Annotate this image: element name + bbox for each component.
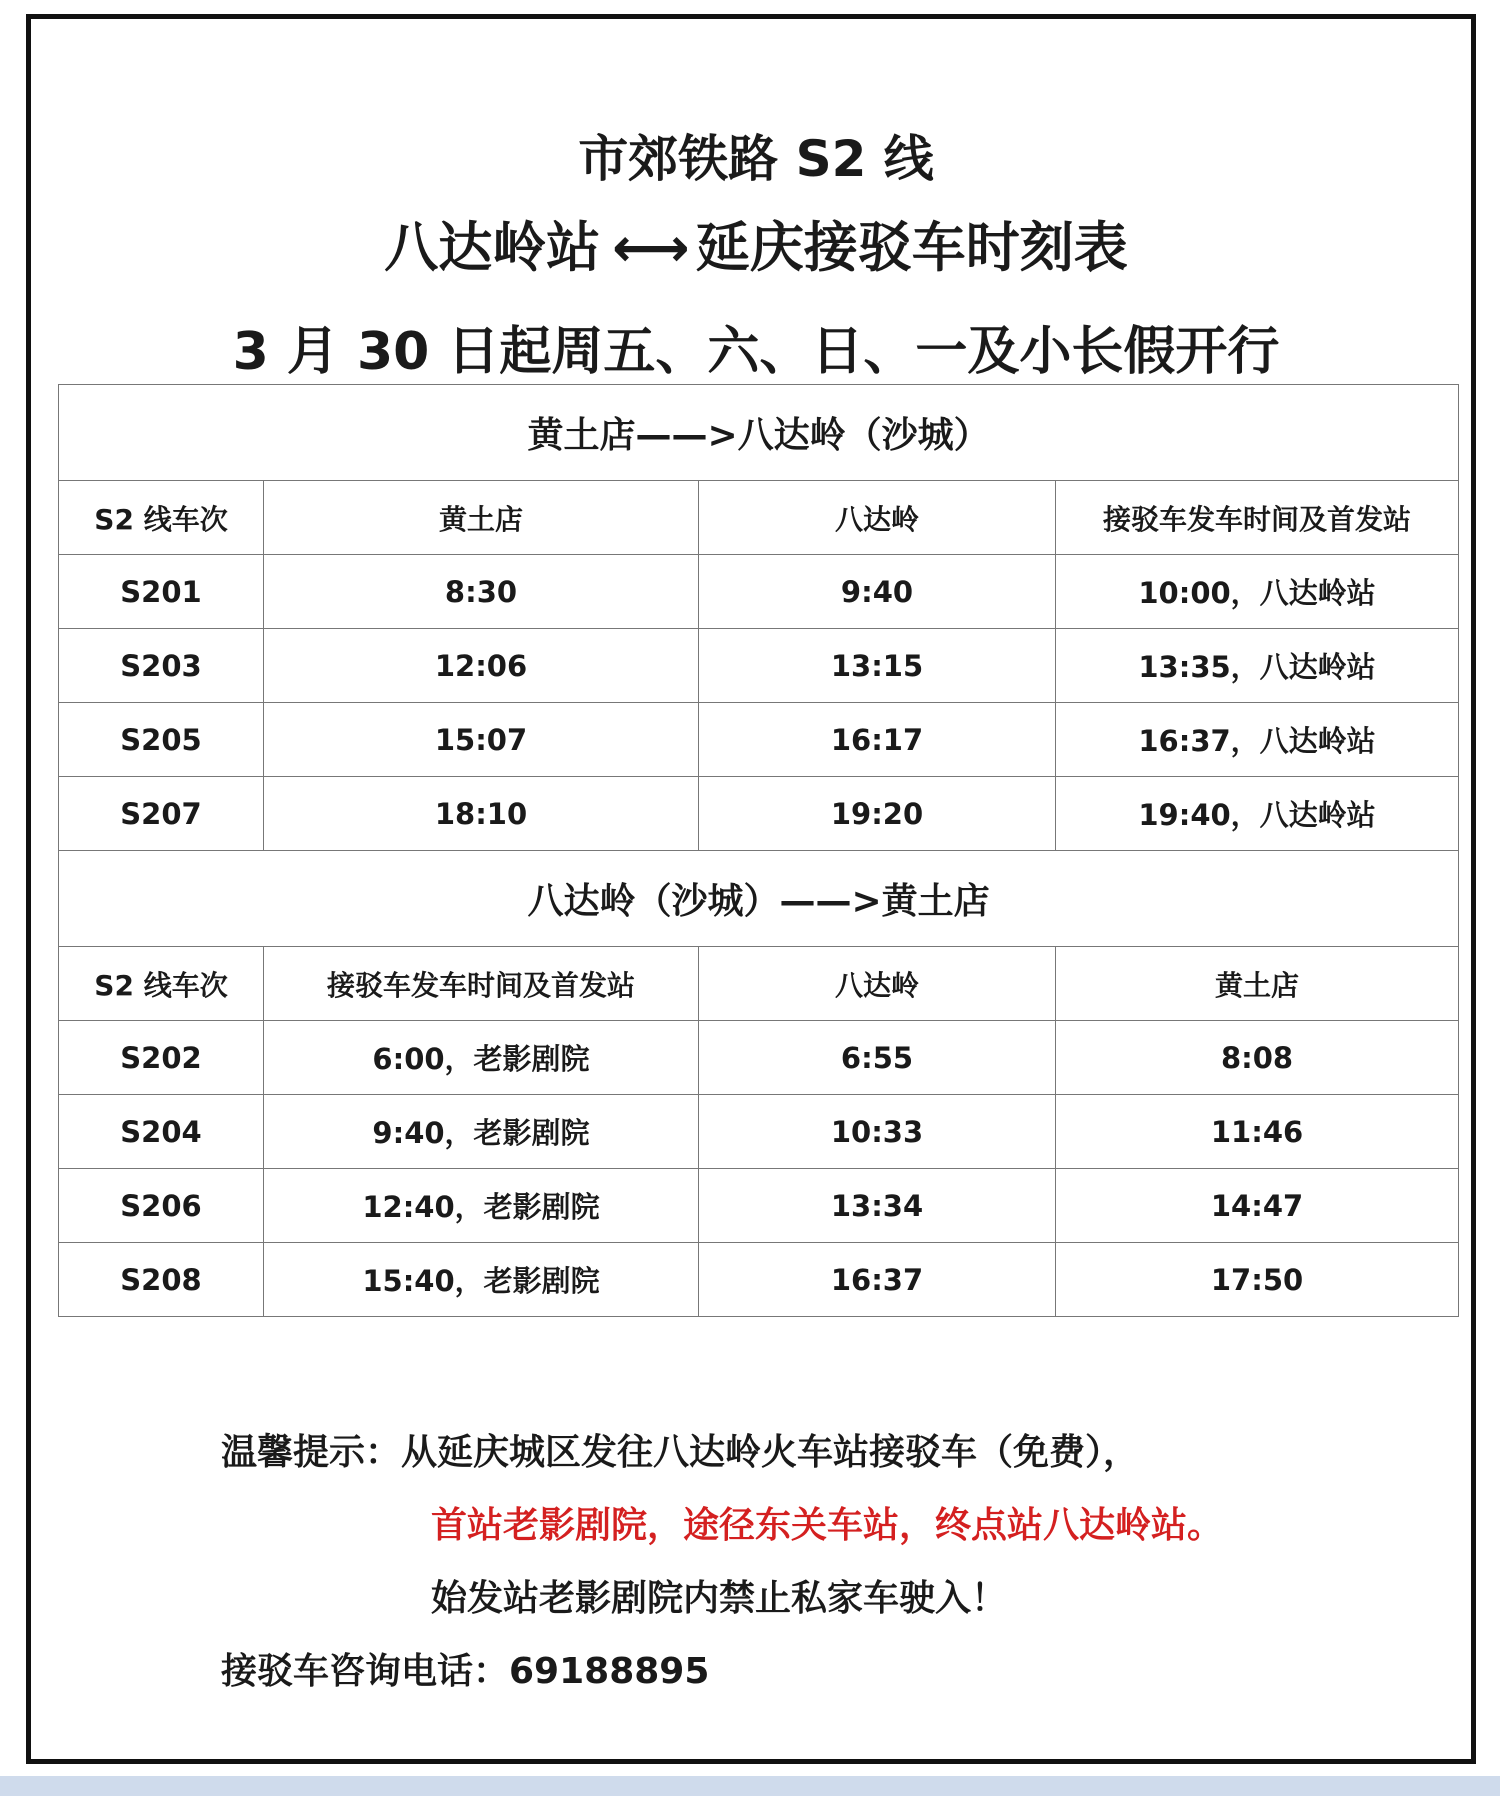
column-header: 接驳车发车时间及首发站	[264, 947, 699, 1021]
time-cell: 13:34	[699, 1169, 1056, 1243]
title-to-station: 延庆接驳车时刻表	[695, 216, 1128, 279]
time-cell: 12:06	[264, 629, 699, 703]
time-cell: 16:37	[699, 1243, 1056, 1317]
train-number: S202	[59, 1021, 264, 1095]
time-cell: 9:40	[699, 555, 1056, 629]
title-from-station: 八达岭站	[384, 216, 601, 279]
train-number: S203	[59, 629, 264, 703]
timetable-poster	[26, 14, 1476, 1764]
column-header: 八达岭	[699, 481, 1056, 555]
time-cell: 17:50	[1056, 1243, 1459, 1317]
train-number: S208	[59, 1243, 264, 1317]
table-row	[59, 703, 1459, 777]
table-row	[59, 1243, 1459, 1317]
time-cell: 19:20	[699, 777, 1056, 851]
shuttle-cell: 6:00，老影剧院	[264, 1021, 699, 1095]
time-cell: 8:30	[264, 555, 699, 629]
note-reminder: 温馨提示：从延庆城区发往八达岭火车站接驳车（免费），	[221, 1432, 1140, 1473]
time-cell: 10:33	[699, 1095, 1056, 1169]
train-number: S201	[59, 555, 264, 629]
inbound-direction-label: 八达岭（沙城）——>黄土店	[59, 851, 1459, 947]
outbound-header-row	[59, 481, 1459, 555]
time-cell: 14:47	[1056, 1169, 1459, 1243]
time-cell: 13:15	[699, 629, 1056, 703]
train-number: S206	[59, 1169, 264, 1243]
outbound-direction-label: 黄土店——>八达岭（沙城）	[59, 385, 1459, 481]
table-row	[59, 555, 1459, 629]
column-header: S2 线车次	[59, 481, 264, 555]
note-route-highlight: 首站老影剧院，途径东关车站，终点站八达岭站。	[431, 1505, 1224, 1546]
note-phone: 接驳车咨询电话：69188895	[221, 1651, 710, 1692]
table-row	[59, 1021, 1459, 1095]
time-cell: 11:46	[1056, 1095, 1459, 1169]
inbound-header-row	[59, 947, 1459, 1021]
double-arrow-icon: ⟷	[612, 216, 684, 279]
time-cell: 18:10	[264, 777, 699, 851]
column-header: 黄土店	[1056, 947, 1459, 1021]
shuttle-cell: 16:37，八达岭站	[1056, 703, 1459, 777]
shuttle-cell: 9:40，老影剧院	[264, 1095, 699, 1169]
title-line-1: 市郊铁路 S2 线	[578, 130, 934, 188]
shuttle-cell: 12:40，老影剧院	[264, 1169, 699, 1243]
bottom-strip	[0, 1776, 1500, 1796]
table-row	[59, 777, 1459, 851]
shuttle-cell: 13:35，八达岭站	[1056, 629, 1459, 703]
note-no-private-cars: 始发站老影剧院内禁止私家车驶入！	[431, 1578, 1008, 1619]
time-cell: 6:55	[699, 1021, 1056, 1095]
time-cell: 16:17	[699, 703, 1056, 777]
shuttle-cell: 19:40，八达岭站	[1056, 777, 1459, 851]
column-header: 八达岭	[699, 947, 1056, 1021]
train-number: S207	[59, 777, 264, 851]
train-number: S205	[59, 703, 264, 777]
time-cell: 15:07	[264, 703, 699, 777]
table-row	[59, 1095, 1459, 1169]
title-line-2	[31, 205, 1481, 282]
train-number: S204	[59, 1095, 264, 1169]
shuttle-cell: 10:00，八达岭站	[1056, 555, 1459, 629]
outbound-direction-row	[59, 385, 1459, 481]
title-line-3: 3 月 30 日起周五、六、日、一及小长假开行	[232, 322, 1280, 382]
inbound-direction-row	[59, 851, 1459, 947]
column-header: S2 线车次	[59, 947, 264, 1021]
shuttle-cell: 15:40，老影剧院	[264, 1243, 699, 1317]
column-header: 接驳车发车时间及首发站	[1056, 481, 1459, 555]
column-header: 黄土店	[264, 481, 699, 555]
table-row	[59, 1169, 1459, 1243]
schedule-table	[58, 384, 1459, 1317]
table-row	[59, 629, 1459, 703]
time-cell: 8:08	[1056, 1021, 1459, 1095]
